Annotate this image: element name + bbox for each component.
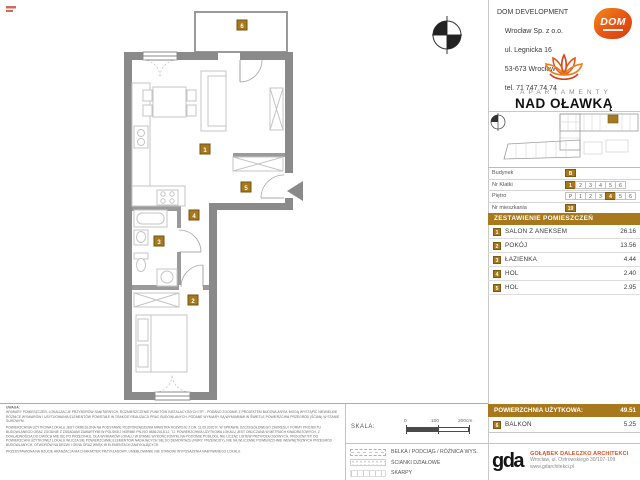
partition-swatch-icon (350, 459, 386, 466)
room-row (488, 281, 640, 295)
footer-separator (0, 403, 488, 404)
klatka-cell: 4 (595, 181, 606, 189)
architect-separator (345, 443, 640, 444)
disclaimer-text (6, 406, 342, 457)
table-row-pietro (488, 191, 640, 203)
pietro-cell: P (565, 192, 576, 200)
key-compass-icon (491, 113, 505, 131)
svg-text:4: 4 (192, 214, 196, 220)
room-area: 26.16 (620, 228, 636, 235)
usable-area-bar (488, 404, 640, 417)
hob (157, 190, 178, 205)
mieszkanie-label: Nr mieszkania (492, 204, 527, 211)
room-area: 2.40 (623, 270, 636, 277)
beam-swatch-icon (350, 449, 386, 456)
disclaimer-paragraph: PRZEDSTAWIONA NA RZUCIE ARANŻACJA MA CHARAKTER PRZYKŁADOWY, UMEBLOWANIE NIE STANOWI WYPOSAŻENIA NABYWANEGO LOKALU. (6, 450, 242, 454)
disclaimer-title: UWAGA: (6, 406, 20, 410)
table-row-mieszkanie (488, 203, 640, 214)
rooms-table (488, 225, 640, 295)
room-number-badge: 4 (493, 270, 501, 278)
pietro-cell: 6 (625, 192, 636, 200)
room-area: 13.56 (620, 242, 636, 249)
dining-table (153, 87, 186, 117)
architect-text (530, 451, 628, 474)
pietro-cell: 5 (615, 192, 626, 200)
room-name: HOL (505, 284, 519, 291)
klatka-cell: 3 (585, 181, 596, 189)
disclaimer-paragraph: WYMIARY POMIESZCZEŃ, LOKALIZACJE PRZYBORÓW SANITARNYCH, ROZMIESZCZENIE PUNKTÓW INSTALACYJNYCH ITP. - PODANO ZGODNIE Z PROJEKTEM BUDOWLANYM. MOGĄ WYSTĄPIĆ NIEWIELKIE RÓŻNICE WYMIARÓW I USYTUOWANIA ELEMENTÓW POWSTAŁE W TRAKCIE REALIZACJI PRAC BUDOWLANYCH. PODANE WYMIARY SĄ WYMIARAMI W ŚWIETLE POWIERZCHNI PRZEGRÓD (ŚCIAN) W STANIE SUROWYM. (6, 410, 340, 424)
legend-row (350, 447, 486, 458)
klatka-cell: 1 (565, 181, 576, 189)
svg-text:6: 6 (240, 24, 244, 30)
legend-label: BELKA / PODCIĄG / RÓŻNICA WYS. (391, 449, 478, 456)
scale-tick: 0 (404, 419, 407, 424)
scale-label: SKALA: (351, 424, 376, 430)
room-area: 4.44 (623, 256, 636, 263)
marker-2 (188, 295, 198, 305)
svg-text:3: 3 (157, 240, 161, 246)
developer-line2: Wrocław Sp. z o.o. (504, 27, 564, 35)
room-row (488, 253, 640, 267)
architect-website: www.gdarchitekci.pl (530, 464, 574, 471)
pietro-label: Piętro (492, 193, 507, 200)
room-number-badge: 3 (493, 256, 501, 264)
gda-logo: gda (492, 450, 524, 472)
marker-1 (200, 144, 210, 154)
usable-area-value: 49.51 (620, 407, 636, 414)
usable-area-label: POWIERZCHNIA UŻYTKOWA: (494, 407, 583, 414)
brand-line2: NAD OŁAWKĄ (515, 96, 613, 111)
table-row-budynek (488, 168, 640, 180)
room-name: HOL (505, 270, 519, 277)
legend-row (350, 468, 486, 479)
marker-6 (237, 20, 247, 30)
developer-line3: ul. Legnicka 16 (504, 46, 552, 54)
room-name: SALON Z ANEKSEM (505, 228, 568, 235)
legend (350, 447, 486, 479)
pietro-cell: 4 (605, 192, 616, 200)
room-name: POKÓJ (505, 242, 528, 249)
pietro-cell: 1 (575, 192, 586, 200)
marker-4 (189, 210, 199, 220)
entrance-opening (285, 173, 293, 198)
legend-row (350, 458, 486, 469)
highlighted-unit (608, 115, 618, 123)
klatka-label: Nr Klatki (492, 181, 513, 188)
klatka-cell: 2 (575, 181, 586, 189)
pietro-cell: 3 (595, 192, 606, 200)
dom-logo-underline (603, 29, 623, 30)
room-number-badge: 1 (493, 228, 501, 236)
klatka-cell: 6 (615, 181, 626, 189)
scale-tick-mark (406, 425, 407, 434)
developer-line4: 53-673 Wrocław (504, 65, 556, 73)
building-key-plan (488, 112, 640, 167)
balcony-outline (195, 12, 287, 52)
scale-bar-filled (406, 427, 438, 432)
architect-address: Wrocław, ul. Ostrowskiego 30/107-109 (530, 457, 616, 463)
dom-logo-text: DOM (600, 16, 626, 29)
scale-tick: 200cm (458, 419, 473, 424)
svg-text:1: 1 (203, 148, 207, 154)
developer-phone: tel. 71 747 74 74 (504, 84, 557, 92)
room-row (488, 267, 640, 281)
room-row (488, 239, 640, 253)
disclaimer-paragraph: POWIERZCHNIA UŻYTKOWA LOKALU JEST OKREŚLONA NA PODSTAWIE ROZPORZĄDZENIA MINISTRA ROZWOJU Z DN. 11.09.2020 R. W SPRAWIE SZCZEGÓŁOWEGO ZAKRESU I FORMY PROJEKTU BUDOWLANEGO ORAZ ZGODNIE Z ZASADAMI ZAWARTYMI W POLSKIEJ NORMIE PN-ISO 9836:2015-12, TJ. POWIERZCHNIA UŻYTKOWA LOKALU JEST OBLICZANA W METRACH KWADRATOWYCH, Z DOKŁADNOŚCIĄ DO DWÓCH MIEJSC PO PRZECINKU, DLA WYMIARÓW LOKALU W STANIE WYKOŃCZONYM, NA POZIOMIE PODŁOGI, NIE LICZĄC LISTEW PRZYPODŁOGOWYCH, PROGÓW ITP. DO POWIERZCHNI UŻYTKOWEJ LOKALU WLICZA SIĘ POWIERZCHNIĘ ELEMENTÓW NADAJĄCYCH SIĘ DO DEMONTAŻU (RURY, PRZEWODY), NIE SĄ WLICZANE POWIERZCHNIE WEWNĘTRZNYCH PRZEGRÓD BUDOWLANYCH, OTWORÓW NA DRZWI I OKNA ORAZ WNĘK W ELEMENTACH ZAMYKAJĄCYCH. (6, 426, 333, 448)
footer-divider (345, 404, 346, 480)
table-row-klatka (488, 180, 640, 192)
room-name: ŁAZIENKA (505, 256, 538, 263)
marker-3 (154, 236, 164, 246)
developer-name: DOM DEVELOPMENT (497, 9, 569, 16)
north-compass-icon (432, 16, 462, 54)
pietro-cell: 2 (585, 192, 596, 200)
budynek-cell: B (565, 169, 576, 177)
balcony-row (488, 417, 640, 433)
scale-tick-mark (469, 425, 470, 434)
architect-block (492, 448, 640, 474)
balcony-number-badge: 6 (493, 421, 501, 429)
klatka-cell: 5 (605, 181, 616, 189)
mieszkanie-cell: 19 (565, 204, 576, 212)
scale-bar-empty (438, 427, 469, 432)
slope-swatch-icon (350, 470, 386, 477)
architect-name: GOŁĄBEK DALECZKO ARCHITEKCI (530, 451, 629, 457)
lotus-flower-icon (541, 46, 587, 82)
dom-development-logo (594, 8, 632, 39)
budynek-label: Budynek (492, 170, 514, 177)
marker-5 (241, 182, 251, 192)
balcony-label: BALKON (505, 421, 532, 428)
svg-text:5: 5 (244, 186, 248, 192)
scale-tick-mark (438, 425, 439, 434)
unit-info-table (488, 167, 640, 214)
room-row (488, 225, 640, 239)
rooms-table-header: ZESTAWIENIE POMIESZCZEŃ (488, 213, 640, 225)
balcony-area: 5.25 (623, 421, 636, 428)
room-number-badge: 2 (493, 242, 501, 250)
brand-logo (488, 46, 640, 111)
legend-label: ŚCIANKI DZIAŁOWE (391, 459, 441, 466)
legend-label: SKARPY (391, 470, 413, 477)
room-number-badge: 5 (493, 284, 501, 292)
room-area: 2.95 (623, 284, 636, 291)
corner-stamp (6, 6, 16, 12)
svg-text:2: 2 (191, 299, 195, 305)
furniture (132, 71, 283, 372)
brand-line1: APARTAMENTY (520, 89, 612, 96)
scale-tick: 100 (431, 419, 440, 424)
